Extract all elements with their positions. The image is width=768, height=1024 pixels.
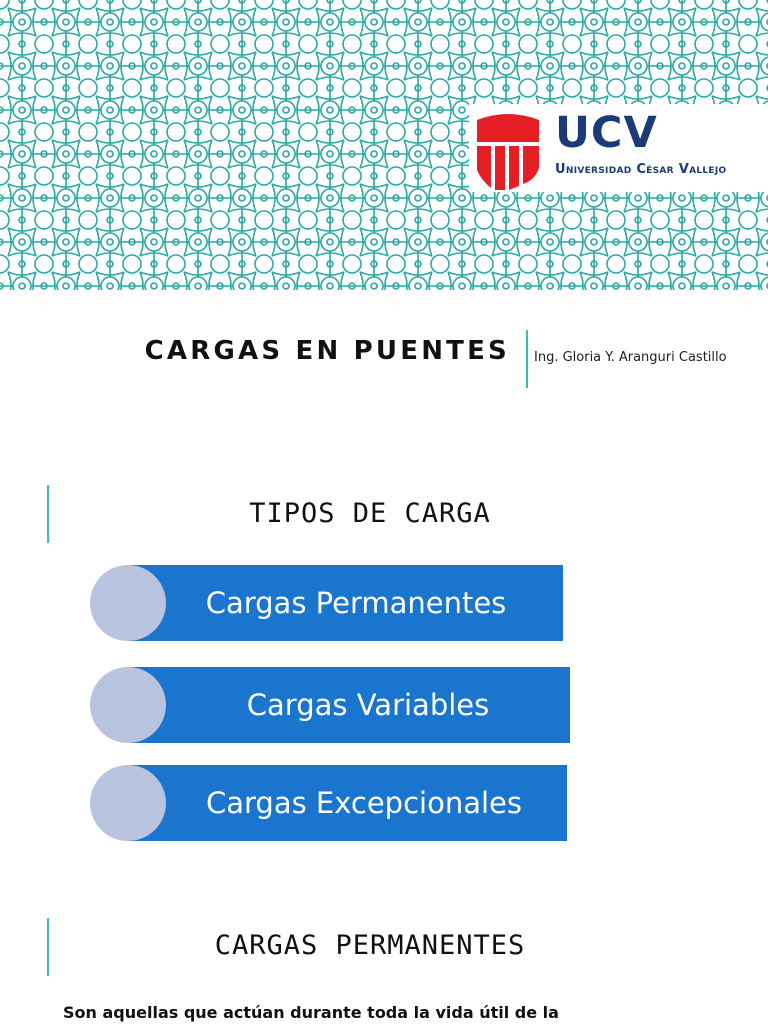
author-name: Ing. Gloria Y. Aranguri Castillo [534,350,727,365]
university-logo [469,104,768,192]
logo-university-name: Universidad César Vallejo [555,162,727,177]
logo-abbreviation: UCV [555,108,658,158]
list-item [90,667,570,743]
list-item-label: Cargas Permanentes [205,586,507,620]
list-item-label: Cargas Variables [246,688,490,722]
ucv-emblem-icon [475,110,541,190]
list-item-circle [90,667,166,743]
section-heading: TIPOS DE CARGA [249,498,491,529]
list-item [90,565,563,641]
list-item-circle [90,565,166,641]
list-item [90,765,567,841]
body-paragraph: Son aquellas que actúan durante toda la vida útil de la [63,1003,559,1022]
title-divider [526,330,528,388]
presentation-title: CARGAS EN PUENTES [144,336,510,366]
list-item-label: Cargas Excepcionales [205,786,522,820]
list-item-circle [90,765,166,841]
section-heading: CARGAS PERMANENTES [214,930,526,961]
